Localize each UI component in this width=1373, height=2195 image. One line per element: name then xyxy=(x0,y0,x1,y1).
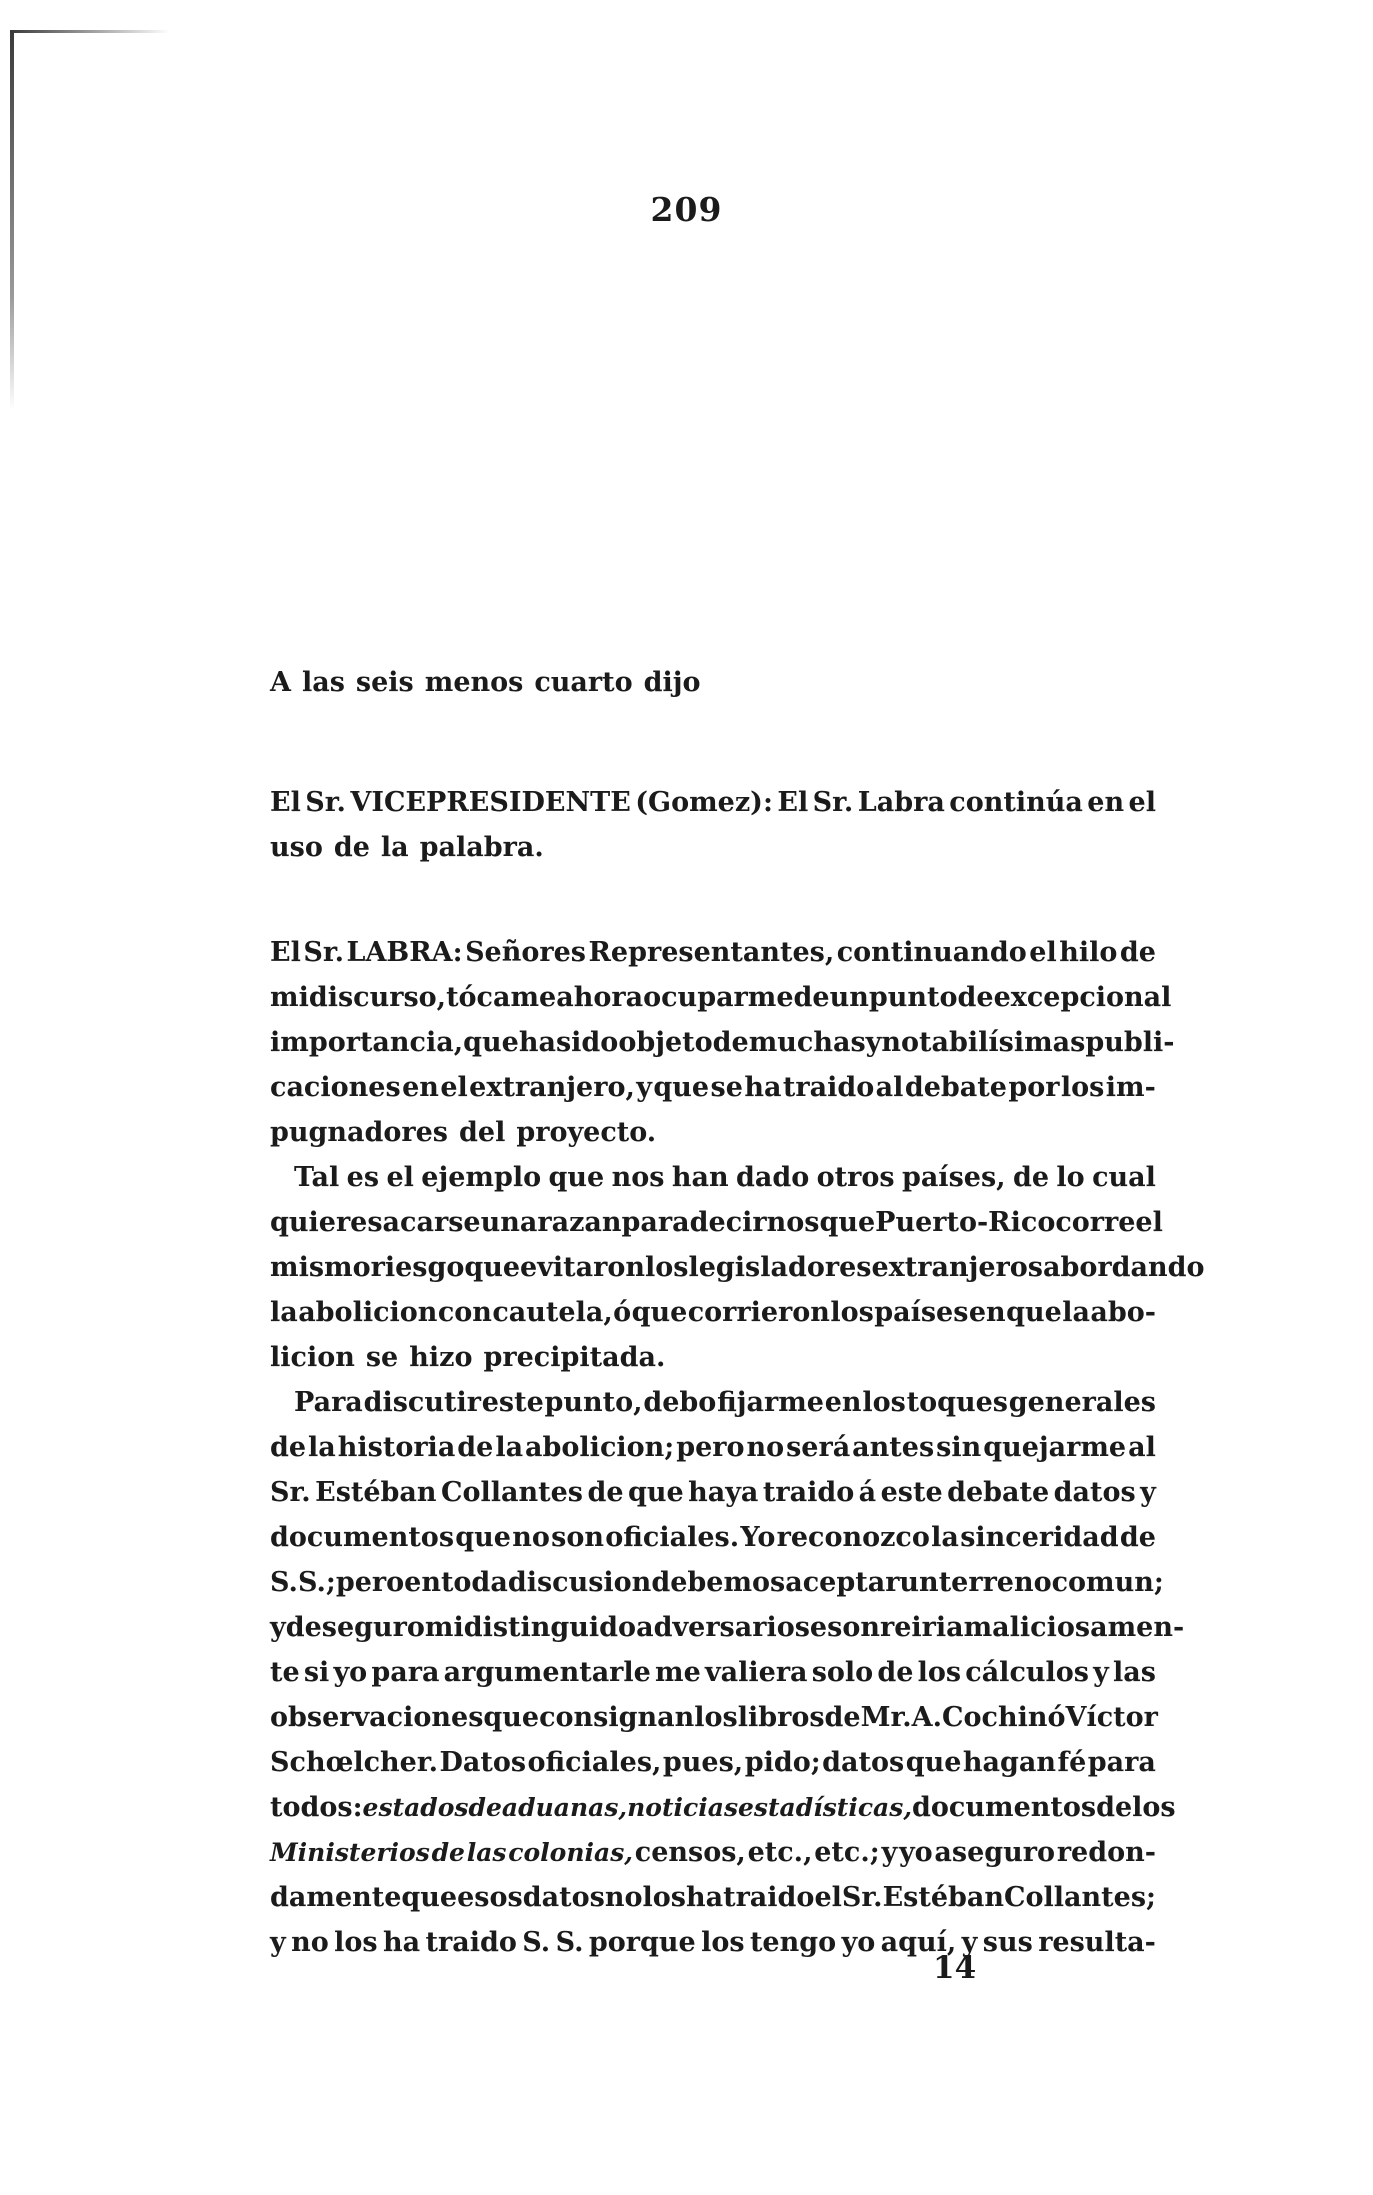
word: el xyxy=(1135,1207,1163,1238)
word: cuarto xyxy=(534,667,633,698)
text-line xyxy=(270,1110,1156,1155)
word: A. xyxy=(911,1702,943,1733)
word: El xyxy=(270,937,301,968)
word: se xyxy=(710,1072,743,1103)
word: traido xyxy=(762,1477,855,1508)
word: abolicion; xyxy=(525,1432,675,1463)
word: tócame xyxy=(446,982,557,1013)
word: en xyxy=(1087,787,1125,818)
text-line xyxy=(270,1650,1156,1695)
word: no xyxy=(746,1432,785,1463)
word: datos xyxy=(1053,1477,1136,1508)
word: y xyxy=(636,1072,652,1103)
word: los xyxy=(334,1927,378,1958)
text-line xyxy=(270,1065,1156,1110)
paragraph-block xyxy=(270,780,1156,870)
word: no xyxy=(604,1882,643,1913)
word: libros xyxy=(737,1702,825,1733)
word: los xyxy=(917,1657,962,1688)
word: caciones xyxy=(270,1072,401,1103)
text-line xyxy=(270,1785,1176,1830)
word: cálculos xyxy=(965,1657,1089,1688)
text-line xyxy=(270,1020,1175,1065)
scan-edge-mark-top xyxy=(10,30,170,33)
word: im- xyxy=(1105,1072,1156,1103)
word: aseguro xyxy=(934,1837,1056,1868)
paragraph-block xyxy=(270,930,1205,1965)
word: extranjeros xyxy=(871,1252,1043,1283)
word: cautela, xyxy=(492,1297,613,1328)
word: extranjero, xyxy=(469,1072,635,1103)
word: Schœlcher. xyxy=(270,1747,438,1778)
word: este xyxy=(481,1387,544,1418)
word: ejemplo xyxy=(421,1162,542,1193)
word: yo xyxy=(333,1657,368,1688)
word: para xyxy=(371,1657,440,1688)
word: mismo xyxy=(270,1252,371,1283)
word: hizo xyxy=(409,1342,473,1373)
word: ahora xyxy=(556,982,644,1013)
word: de xyxy=(1012,1162,1050,1193)
word: punto xyxy=(868,982,958,1013)
word: un xyxy=(899,1567,939,1598)
word: toques xyxy=(906,1387,1008,1418)
word: Labra xyxy=(857,787,945,818)
word: que xyxy=(401,1882,458,1913)
word: aceptar xyxy=(785,1567,900,1598)
word: las xyxy=(301,667,345,698)
word: los xyxy=(642,1882,686,1913)
word: Sr. xyxy=(270,1477,311,1508)
italic-word: Ministerios xyxy=(270,1838,430,1867)
word: de xyxy=(957,982,994,1013)
word: y xyxy=(270,1927,286,1958)
word: menos xyxy=(424,667,524,698)
word: traido xyxy=(782,1072,875,1103)
word: El xyxy=(777,787,809,818)
word: y xyxy=(1093,1657,1109,1688)
word: observaciones xyxy=(270,1702,484,1733)
word: mi xyxy=(270,982,309,1013)
word: discurso, xyxy=(308,982,447,1013)
word: aquí, xyxy=(880,1927,957,1958)
word: yo xyxy=(898,1837,933,1868)
word: proyecto. xyxy=(516,1117,657,1148)
word: redon- xyxy=(1056,1837,1156,1868)
word: sonreiria xyxy=(827,1612,964,1643)
word: Sr. xyxy=(303,937,344,968)
word: la xyxy=(308,1432,336,1463)
word: fé xyxy=(1057,1747,1087,1778)
word: que xyxy=(455,1522,511,1553)
word: un xyxy=(829,982,869,1013)
word: y xyxy=(865,1027,882,1058)
word: publi- xyxy=(1085,1027,1175,1058)
word: distinguido xyxy=(463,1612,637,1643)
word: de xyxy=(587,1477,624,1508)
word: los xyxy=(862,1387,906,1418)
word: se xyxy=(365,1342,399,1373)
word: y xyxy=(1140,1477,1156,1508)
word: que xyxy=(463,1027,519,1058)
word: con xyxy=(437,1297,492,1328)
word: por xyxy=(1008,1072,1060,1103)
word: terreno xyxy=(938,1567,1052,1598)
word: precipitada. xyxy=(483,1342,666,1373)
word: los xyxy=(830,1297,874,1328)
text-line xyxy=(270,825,1156,870)
word: corrieron xyxy=(687,1297,830,1328)
word: fijarme xyxy=(717,1387,824,1418)
word: pues, xyxy=(662,1747,744,1778)
word: si xyxy=(303,1657,330,1688)
word: esos xyxy=(457,1882,523,1913)
word: ó xyxy=(1047,1702,1066,1733)
text-line xyxy=(270,1200,1163,1245)
word: (Gomez): xyxy=(635,787,773,818)
word: ha xyxy=(744,1072,782,1103)
word: de xyxy=(285,1612,322,1643)
text-line xyxy=(270,1380,1156,1425)
word: pero xyxy=(676,1432,745,1463)
word: que xyxy=(631,1297,688,1328)
word: nos xyxy=(611,1162,665,1193)
word: sacarse xyxy=(367,1207,481,1238)
word: valiera xyxy=(704,1657,808,1688)
word: abo- xyxy=(1090,1297,1156,1328)
word: el xyxy=(814,1882,842,1913)
word: para xyxy=(1087,1747,1156,1778)
word: que xyxy=(905,1747,962,1778)
word: legisladores xyxy=(688,1252,872,1283)
italic-word: de xyxy=(468,1793,502,1822)
word: de xyxy=(1096,1792,1133,1823)
word: Representantes, xyxy=(588,937,835,968)
text-line xyxy=(270,1740,1156,1785)
word: Mr. xyxy=(860,1702,912,1733)
word: Yo xyxy=(740,1522,776,1553)
italic-word: noticias xyxy=(627,1793,739,1822)
word: antes xyxy=(852,1432,935,1463)
word: licion xyxy=(270,1342,355,1373)
italic-word: aduanas, xyxy=(501,1793,628,1822)
word: la xyxy=(270,1297,298,1328)
printer-signature-mark: 14 xyxy=(933,1950,977,1986)
word: una xyxy=(480,1207,538,1238)
word: Para xyxy=(294,1387,363,1418)
word: Datos xyxy=(439,1747,527,1778)
word: S. xyxy=(522,1927,551,1958)
word: la xyxy=(1062,1297,1090,1328)
text-line xyxy=(270,1830,1156,1875)
word: seguro xyxy=(321,1612,425,1643)
word: Cochin xyxy=(942,1702,1048,1733)
word: Sr. xyxy=(812,787,854,818)
word: continúa xyxy=(949,787,1083,818)
word: debo xyxy=(643,1387,717,1418)
word: y xyxy=(961,1927,978,1958)
word: abolicion xyxy=(298,1297,438,1328)
word: hagan xyxy=(962,1747,1057,1778)
word: ha xyxy=(518,1027,556,1058)
word: otros xyxy=(816,1162,895,1193)
word: El xyxy=(270,787,301,818)
word: sus xyxy=(982,1927,1033,1958)
word: que xyxy=(653,1072,710,1103)
word: los xyxy=(701,1927,745,1958)
word: hilo xyxy=(1059,937,1118,968)
word: oficiales, xyxy=(527,1747,662,1778)
word: Puerto-Rico xyxy=(875,1207,1056,1238)
word: de xyxy=(712,1027,749,1058)
word: documentos xyxy=(270,1522,455,1553)
word: discutir xyxy=(363,1387,481,1418)
word: consignan xyxy=(539,1702,695,1733)
word: y xyxy=(881,1837,898,1868)
word: que xyxy=(548,1162,605,1193)
text-line xyxy=(270,1155,1156,1200)
word: no xyxy=(512,1522,550,1553)
word: damente xyxy=(270,1882,402,1913)
word: adversario xyxy=(636,1612,795,1643)
word: VICEPRESIDENTE xyxy=(350,787,631,818)
word: los xyxy=(694,1702,738,1733)
word: importancia, xyxy=(270,1027,464,1058)
word: de xyxy=(877,1657,914,1688)
text-line xyxy=(270,1920,1156,1965)
word: razan xyxy=(537,1207,622,1238)
italic-word: estados xyxy=(362,1793,469,1822)
word: S. xyxy=(270,1567,298,1598)
word: me xyxy=(655,1657,701,1688)
word: quiere xyxy=(270,1207,368,1238)
word: ha xyxy=(685,1882,724,1913)
word: el xyxy=(440,1072,468,1103)
word: historia xyxy=(337,1432,456,1463)
word: datos xyxy=(522,1882,605,1913)
word: las xyxy=(1113,1657,1156,1688)
word: mi xyxy=(424,1612,464,1643)
word: te xyxy=(270,1657,300,1688)
word: discusion xyxy=(507,1567,652,1598)
word: son xyxy=(551,1522,604,1553)
word: censos, xyxy=(634,1837,746,1868)
text-line xyxy=(270,660,1156,705)
word: los xyxy=(645,1252,689,1283)
word: ó xyxy=(613,1297,632,1328)
word: generales xyxy=(1008,1387,1156,1418)
word: dado xyxy=(735,1162,810,1193)
word: de xyxy=(270,1432,307,1463)
word: resulta- xyxy=(1038,1927,1156,1958)
text-line xyxy=(270,1875,1156,1920)
text-line xyxy=(270,1560,1164,1605)
word: argumentarle xyxy=(443,1657,651,1688)
word: corre xyxy=(1055,1207,1136,1238)
word: evitaron xyxy=(520,1252,646,1283)
text-line xyxy=(270,930,1156,975)
word: pido; xyxy=(744,1747,821,1778)
word: los xyxy=(1060,1072,1105,1103)
word: ocuparme xyxy=(643,982,794,1013)
word: será xyxy=(786,1432,851,1463)
word: S. xyxy=(555,1927,584,1958)
word: se xyxy=(794,1612,828,1643)
word: debate xyxy=(904,1072,1007,1103)
italic-word: colonias, xyxy=(508,1838,633,1867)
word: continuando xyxy=(836,937,1027,968)
word: solo xyxy=(811,1657,874,1688)
word: debemos xyxy=(651,1567,786,1598)
word: uso xyxy=(270,832,323,863)
word: toda xyxy=(440,1567,508,1598)
text-line xyxy=(270,1335,1156,1380)
word: lo xyxy=(1056,1162,1085,1193)
italic-word: estadísticas, xyxy=(738,1793,913,1822)
word: traido xyxy=(425,1927,517,1958)
word: en xyxy=(824,1387,862,1418)
word: riesgo xyxy=(370,1252,465,1283)
word: objeto xyxy=(618,1027,713,1058)
word: la xyxy=(931,1522,959,1553)
text-line xyxy=(270,780,1156,825)
word: del xyxy=(459,1117,506,1148)
text-line xyxy=(270,975,1172,1020)
word: es xyxy=(346,1162,380,1193)
word: han xyxy=(671,1162,729,1193)
word: abordando xyxy=(1042,1252,1205,1283)
word: A xyxy=(270,667,291,698)
word: el xyxy=(1128,787,1156,818)
word: la xyxy=(380,832,409,863)
word: Sr. xyxy=(841,1882,883,1913)
word: notabilísimas xyxy=(881,1027,1086,1058)
word: muchas xyxy=(748,1027,866,1058)
text-line xyxy=(270,1245,1205,1290)
word: tengo xyxy=(749,1927,837,1958)
word: que xyxy=(1006,1297,1062,1328)
word: que xyxy=(627,1477,684,1508)
word: reconozco xyxy=(776,1522,930,1553)
word: cual xyxy=(1092,1162,1156,1193)
word: Estéban xyxy=(315,1477,437,1508)
word: debate xyxy=(947,1477,1050,1508)
word: Collantes; xyxy=(1004,1882,1156,1913)
word: de xyxy=(793,982,830,1013)
word: ha xyxy=(382,1927,421,1958)
word: porque xyxy=(588,1927,696,1958)
word: traido xyxy=(723,1882,815,1913)
word: decirnos xyxy=(689,1207,820,1238)
word: países xyxy=(874,1297,969,1328)
word: dijo xyxy=(643,667,701,698)
word: al xyxy=(875,1072,904,1103)
word: de xyxy=(333,832,370,863)
text-line xyxy=(270,1515,1156,1560)
word: los xyxy=(1132,1792,1176,1823)
text-line xyxy=(270,1605,1185,1650)
word: Sr. xyxy=(305,787,346,818)
word: Estéban xyxy=(882,1882,1005,1913)
word: datos xyxy=(822,1747,905,1778)
word: excepcional xyxy=(993,982,1172,1013)
word: que xyxy=(819,1207,876,1238)
paragraph-block xyxy=(270,660,1156,705)
word: Tal xyxy=(294,1162,340,1193)
word: oficiales. xyxy=(605,1522,740,1553)
word: etc.; xyxy=(814,1837,880,1868)
word: sinceridad xyxy=(960,1522,1119,1553)
word: documentos xyxy=(912,1792,1097,1823)
italic-word: de xyxy=(431,1838,465,1867)
word: yo xyxy=(841,1927,876,1958)
word: punto, xyxy=(544,1387,643,1418)
word: palabra. xyxy=(419,832,544,863)
text-line xyxy=(270,1290,1156,1335)
word: el xyxy=(1029,937,1057,968)
word: haya xyxy=(688,1477,759,1508)
word: sido xyxy=(555,1027,619,1058)
italic-word: las xyxy=(466,1838,507,1867)
word: el xyxy=(386,1162,414,1193)
word: etc., xyxy=(747,1837,813,1868)
word: de xyxy=(1119,937,1156,968)
text-line xyxy=(270,1425,1156,1470)
word: Señores xyxy=(465,937,586,968)
word: maliciosamen- xyxy=(963,1612,1185,1643)
word: y xyxy=(270,1612,286,1643)
word: Collantes xyxy=(441,1477,583,1508)
word: todos: xyxy=(270,1792,363,1823)
word: S.; xyxy=(297,1567,336,1598)
word: pero xyxy=(335,1567,405,1598)
word: comun; xyxy=(1051,1567,1164,1598)
word: á xyxy=(858,1477,877,1508)
word: la xyxy=(495,1432,524,1463)
word: en xyxy=(968,1297,1006,1328)
text-line xyxy=(270,1470,1156,1515)
word: este xyxy=(880,1477,943,1508)
word: seis xyxy=(355,667,414,698)
word: de xyxy=(457,1432,494,1463)
word: en xyxy=(404,1567,441,1598)
word: no xyxy=(291,1927,329,1958)
word: pugnadores xyxy=(270,1117,449,1148)
word: quejarme xyxy=(983,1432,1127,1463)
text-line xyxy=(270,1695,1156,1740)
word: que xyxy=(464,1252,521,1283)
word: de xyxy=(824,1702,861,1733)
word: países, xyxy=(901,1162,1006,1193)
word: al xyxy=(1128,1432,1156,1463)
word: sin xyxy=(936,1432,982,1463)
page-number: 209 xyxy=(650,190,723,229)
word: de xyxy=(1119,1522,1156,1553)
word: en xyxy=(402,1072,439,1103)
word: que xyxy=(483,1702,540,1733)
word: para xyxy=(621,1207,690,1238)
word: LABRA: xyxy=(346,937,463,968)
word: Víctor xyxy=(1065,1702,1158,1733)
